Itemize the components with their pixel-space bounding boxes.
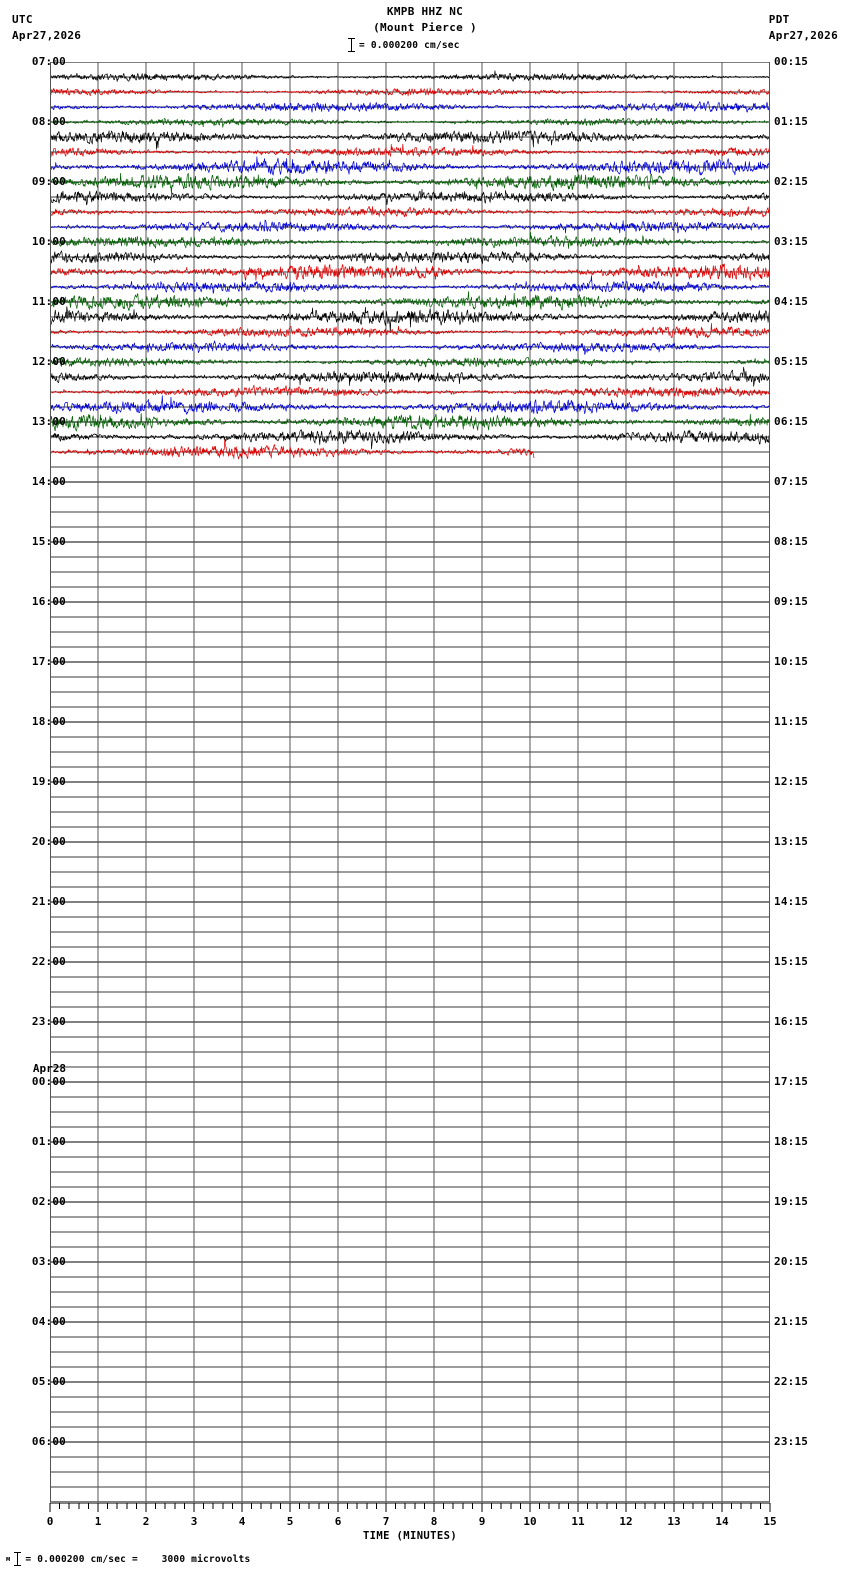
axis-title: TIME (MINUTES) xyxy=(362,1530,458,1542)
axis-tick-2: 2 xyxy=(142,1515,150,1528)
hour-label-utc-13: 20:00 xyxy=(31,835,66,848)
hour-label-utc-23: 06:00 xyxy=(31,1435,66,1448)
hour-label-pdt-21: 21:15 xyxy=(774,1315,809,1328)
hour-label-pdt-12: 12:15 xyxy=(774,775,809,788)
hour-label-pdt-1: 01:15 xyxy=(774,115,809,128)
header-title-block xyxy=(0,4,850,36)
hour-label-utc-20: 03:00 xyxy=(31,1255,66,1268)
hour-label-pdt-23: 23:15 xyxy=(774,1435,809,1448)
hour-label-utc-18: 01:00 xyxy=(31,1135,66,1148)
hour-label-utc-0: 07:00 xyxy=(31,55,66,68)
axis-tick-1: 1 xyxy=(94,1515,102,1528)
hour-label-utc-19: 02:00 xyxy=(31,1195,66,1208)
hour-label-pdt-7: 07:15 xyxy=(774,475,809,488)
hour-label-pdt-14: 14:15 xyxy=(774,895,809,908)
hour-label-pdt-3: 03:15 xyxy=(774,235,809,248)
hour-label-pdt-15: 15:15 xyxy=(774,955,809,968)
hour-label-utc-15: 22:00 xyxy=(31,955,66,968)
scale-bar-legend xyxy=(348,38,460,52)
hour-label-utc-17: 00:00 xyxy=(31,1075,66,1088)
hour-label-utc-8: 15:00 xyxy=(31,535,66,548)
hour-label-utc-3: 10:00 xyxy=(31,235,66,248)
ibeam-scale-icon xyxy=(348,38,355,52)
hour-label-pdt-9: 09:15 xyxy=(774,595,809,608)
hour-label-pdt-17: 17:15 xyxy=(774,1075,809,1088)
axis-tick-10: 10 xyxy=(523,1515,537,1528)
axis-tick-14: 14 xyxy=(715,1515,729,1528)
hour-label-utc-10: 17:00 xyxy=(31,655,66,668)
hour-label-utc-6: 13:00 xyxy=(31,415,66,428)
hour-label-utc-7: 14:00 xyxy=(31,475,66,488)
left-timezone-label: UTC xyxy=(12,13,33,26)
hour-label-pdt-2: 02:15 xyxy=(774,175,809,188)
hour-label-pdt-13: 13:15 xyxy=(774,835,809,848)
hour-label-utc-4: 11:00 xyxy=(31,295,66,308)
left-date-label: Apr27,2026 xyxy=(12,29,82,42)
hour-label-utc-9: 16:00 xyxy=(31,595,66,608)
hour-label-pdt-6: 06:15 xyxy=(774,415,809,428)
hour-label-utc-12: 19:00 xyxy=(31,775,66,788)
axis-tick-9: 9 xyxy=(478,1515,486,1528)
axis-tick-11: 11 xyxy=(571,1515,585,1528)
seismic-traces xyxy=(50,62,770,1502)
hour-label-pdt-20: 20:15 xyxy=(774,1255,809,1268)
axis-tick-8: 8 xyxy=(430,1515,438,1528)
hour-label-utc-1: 08:00 xyxy=(31,115,66,128)
hour-label-utc-21: 04:00 xyxy=(31,1315,66,1328)
time-axis xyxy=(46,1502,777,1542)
hour-label-pdt-16: 16:15 xyxy=(774,1015,809,1028)
axis-tick-15: 15 xyxy=(763,1515,777,1528)
hour-label-pdt-19: 19:15 xyxy=(774,1195,809,1208)
hour-label-pdt-18: 18:15 xyxy=(774,1135,809,1148)
right-timezone-label: PDT xyxy=(768,13,790,26)
axis-tick-5: 5 xyxy=(286,1515,294,1528)
hour-label-pdt-10: 10:15 xyxy=(774,655,809,668)
hour-label-pdt-8: 08:15 xyxy=(774,535,809,548)
axis-tick-3: 3 xyxy=(190,1515,198,1528)
hour-label-pdt-0: 00:15 xyxy=(774,55,809,68)
footer-scale-note xyxy=(6,1552,250,1566)
hour-label-utc-16: 23:00 xyxy=(31,1015,66,1028)
hour-label-pdt-4: 04:15 xyxy=(774,295,809,308)
station-title: KMPB HHZ NC xyxy=(386,5,464,18)
axis-tick-0: 0 xyxy=(46,1515,54,1528)
hour-label-pdt-5: 05:15 xyxy=(774,355,809,368)
hour-label-utc-22: 05:00 xyxy=(31,1375,66,1388)
axis-tick-6: 6 xyxy=(334,1515,342,1528)
footer-prefix: м xyxy=(6,1555,11,1563)
hour-label-utc-14: 21:00 xyxy=(31,895,66,908)
hour-label-pdt-22: 22:15 xyxy=(774,1375,809,1388)
helicorder-plot[interactable] xyxy=(50,62,770,1502)
day-rollover-label: Apr28 xyxy=(32,1062,66,1075)
hour-label-utc-2: 09:00 xyxy=(31,175,66,188)
axis-tick-4: 4 xyxy=(238,1515,246,1528)
footer-ibeam-scale-icon xyxy=(14,1552,21,1566)
axis-tick-13: 13 xyxy=(667,1515,681,1528)
hour-label-pdt-11: 11:15 xyxy=(774,715,809,728)
axis-ticks xyxy=(44,1502,776,1516)
hour-label-utc-11: 18:00 xyxy=(31,715,66,728)
right-date-label: Apr27,2026 xyxy=(768,29,838,42)
scale-bar-text: = 0.000200 cm/sec xyxy=(359,39,460,51)
site-name: (Mount Pierce ) xyxy=(373,21,477,34)
footer-scale-text: = 0.000200 cm/sec = 3000 microvolts xyxy=(25,1553,251,1565)
axis-tick-7: 7 xyxy=(382,1515,390,1528)
hour-label-utc-5: 12:00 xyxy=(31,355,66,368)
axis-tick-12: 12 xyxy=(619,1515,633,1528)
